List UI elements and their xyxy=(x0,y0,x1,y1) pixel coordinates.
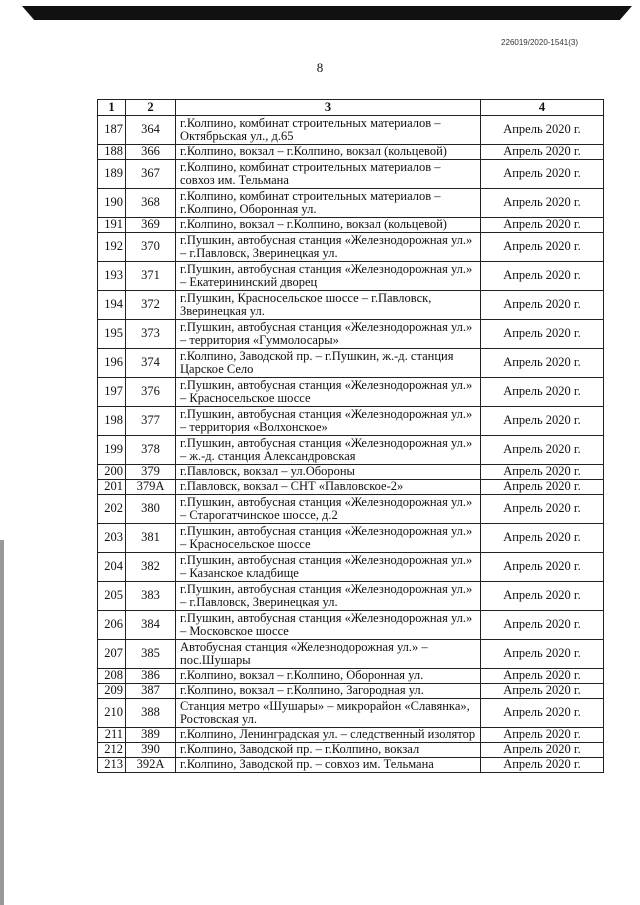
route-code: 383 xyxy=(126,582,176,611)
row-number: 200 xyxy=(98,465,126,480)
scan-left-edge xyxy=(0,540,4,905)
route-description: г.Колпино, комбинат строительных материалов – г.Колпино, Оборонная ул. xyxy=(176,189,481,218)
table-row xyxy=(98,291,604,320)
route-code: 367 xyxy=(126,160,176,189)
table-row xyxy=(98,669,604,684)
route-code: 382 xyxy=(126,553,176,582)
table-row xyxy=(98,524,604,553)
route-code: 378 xyxy=(126,436,176,465)
effective-date: Апрель 2020 г. xyxy=(481,349,604,378)
effective-date: Апрель 2020 г. xyxy=(481,480,604,495)
table-row xyxy=(98,378,604,407)
route-code: 374 xyxy=(126,349,176,378)
effective-date: Апрель 2020 г. xyxy=(481,758,604,773)
row-number: 189 xyxy=(98,160,126,189)
route-code: 373 xyxy=(126,320,176,349)
route-description: г.Пушкин, автобусная станция «Железнодорожная ул.» – территория «Волхонское» xyxy=(176,407,481,436)
scan-top-bar xyxy=(22,6,632,20)
table-row xyxy=(98,699,604,728)
column-header-4: 4 xyxy=(481,100,604,116)
table-row xyxy=(98,553,604,582)
row-number: 199 xyxy=(98,436,126,465)
route-description: г.Колпино, комбинат строительных материалов – совхоз им. Тельмана xyxy=(176,160,481,189)
row-number: 197 xyxy=(98,378,126,407)
row-number: 190 xyxy=(98,189,126,218)
route-description: г.Пушкин, автобусная станция «Железнодорожная ул.» – Екатерининский дворец xyxy=(176,262,481,291)
route-description: г.Павловск, вокзал – СНТ «Павловское-2» xyxy=(176,480,481,495)
table-row xyxy=(98,743,604,758)
table-row xyxy=(98,684,604,699)
route-code: 389 xyxy=(126,728,176,743)
row-number: 205 xyxy=(98,582,126,611)
effective-date: Апрель 2020 г. xyxy=(481,640,604,669)
row-number: 208 xyxy=(98,669,126,684)
table-row xyxy=(98,262,604,291)
row-number: 188 xyxy=(98,145,126,160)
table-row xyxy=(98,728,604,743)
route-description: г.Колпино, Заводской пр. – совхоз им. Тельмана xyxy=(176,758,481,773)
table-row xyxy=(98,465,604,480)
effective-date: Апрель 2020 г. xyxy=(481,189,604,218)
effective-date: Апрель 2020 г. xyxy=(481,436,604,465)
row-number: 207 xyxy=(98,640,126,669)
row-number: 209 xyxy=(98,684,126,699)
route-code: 379А xyxy=(126,480,176,495)
effective-date: Апрель 2020 г. xyxy=(481,291,604,320)
column-header-1: 1 xyxy=(98,100,126,116)
table-row xyxy=(98,407,604,436)
effective-date: Апрель 2020 г. xyxy=(481,495,604,524)
effective-date: Апрель 2020 г. xyxy=(481,320,604,349)
route-description: г.Пушкин, автобусная станция «Железнодорожная ул.» – Красносельское шоссе xyxy=(176,524,481,553)
route-description: г.Павловск, вокзал – ул.Обороны xyxy=(176,465,481,480)
row-number: 206 xyxy=(98,611,126,640)
route-code: 390 xyxy=(126,743,176,758)
route-description: Станция метро «Шушары» – микрорайон «Славянка», Ростовская ул. xyxy=(176,699,481,728)
table-row xyxy=(98,218,604,233)
route-description: г.Колпино, вокзал – г.Колпино, Оборонная ул. xyxy=(176,669,481,684)
route-description: г.Колпино, вокзал – г.Колпино, вокзал (кольцевой) xyxy=(176,145,481,160)
row-number: 211 xyxy=(98,728,126,743)
row-number: 196 xyxy=(98,349,126,378)
effective-date: Апрель 2020 г. xyxy=(481,378,604,407)
route-code: 392А xyxy=(126,758,176,773)
row-number: 203 xyxy=(98,524,126,553)
table-row xyxy=(98,233,604,262)
row-number: 204 xyxy=(98,553,126,582)
effective-date: Апрель 2020 г. xyxy=(481,262,604,291)
route-description: г.Колпино, вокзал – г.Колпино, Загородная ул. xyxy=(176,684,481,699)
table-row xyxy=(98,189,604,218)
column-header-3: 3 xyxy=(176,100,481,116)
table-row xyxy=(98,640,604,669)
row-number: 201 xyxy=(98,480,126,495)
effective-date: Апрель 2020 г. xyxy=(481,553,604,582)
effective-date: Апрель 2020 г. xyxy=(481,407,604,436)
route-description: г.Колпино, Ленинградская ул. – следственный изолятор xyxy=(176,728,481,743)
route-code: 387 xyxy=(126,684,176,699)
route-code: 369 xyxy=(126,218,176,233)
route-code: 371 xyxy=(126,262,176,291)
row-number: 191 xyxy=(98,218,126,233)
table-row xyxy=(98,145,604,160)
row-number: 213 xyxy=(98,758,126,773)
table-row xyxy=(98,480,604,495)
table-row xyxy=(98,160,604,189)
route-description: г.Пушкин, Красносельское шоссе – г.Павловск, Зверинецкая ул. xyxy=(176,291,481,320)
row-number: 192 xyxy=(98,233,126,262)
route-description: г.Пушкин, автобусная станция «Железнодорожная ул.» – г.Павловск, Зверинецкая ул. xyxy=(176,233,481,262)
route-code: 376 xyxy=(126,378,176,407)
effective-date: Апрель 2020 г. xyxy=(481,728,604,743)
table-row xyxy=(98,758,604,773)
route-code: 384 xyxy=(126,611,176,640)
effective-date: Апрель 2020 г. xyxy=(481,669,604,684)
table-row xyxy=(98,436,604,465)
table-row xyxy=(98,582,604,611)
table-row xyxy=(98,611,604,640)
effective-date: Апрель 2020 г. xyxy=(481,743,604,758)
route-code: 379 xyxy=(126,465,176,480)
route-code: 381 xyxy=(126,524,176,553)
effective-date: Апрель 2020 г. xyxy=(481,524,604,553)
table-row xyxy=(98,495,604,524)
route-description: г.Пушкин, автобусная станция «Железнодорожная ул.» – г.Павловск, Зверинецкая ул. xyxy=(176,582,481,611)
effective-date: Апрель 2020 г. xyxy=(481,465,604,480)
effective-date: Апрель 2020 г. xyxy=(481,611,604,640)
route-description: г.Пушкин, автобусная станция «Железнодорожная ул.» – Казанское кладбище xyxy=(176,553,481,582)
route-description: Автобусная станция «Железнодорожная ул.» – пос.Шушары xyxy=(176,640,481,669)
row-number: 212 xyxy=(98,743,126,758)
route-code: 370 xyxy=(126,233,176,262)
effective-date: Апрель 2020 г. xyxy=(481,699,604,728)
route-code: 368 xyxy=(126,189,176,218)
column-header-2: 2 xyxy=(126,100,176,116)
effective-date: Апрель 2020 г. xyxy=(481,233,604,262)
row-number: 195 xyxy=(98,320,126,349)
route-code: 364 xyxy=(126,116,176,145)
effective-date: Апрель 2020 г. xyxy=(481,582,604,611)
effective-date: Апрель 2020 г. xyxy=(481,684,604,699)
route-description: г.Колпино, Заводской пр. – г.Колпино, вокзал xyxy=(176,743,481,758)
page-number: 8 xyxy=(316,60,324,75)
route-description: г.Пушкин, автобусная станция «Железнодорожная ул.» – Московское шоссе xyxy=(176,611,481,640)
table-row xyxy=(98,349,604,378)
route-description: г.Колпино, комбинат строительных материалов – Октябрьская ул., д.65 xyxy=(176,116,481,145)
route-code: 366 xyxy=(126,145,176,160)
table-body xyxy=(98,116,604,773)
row-number: 198 xyxy=(98,407,126,436)
route-code: 388 xyxy=(126,699,176,728)
routes-table xyxy=(97,99,604,773)
route-code: 385 xyxy=(126,640,176,669)
row-number: 193 xyxy=(98,262,126,291)
route-description: г.Колпино, Заводской пр. – г.Пушкин, ж.-д. станция Царское Село xyxy=(176,349,481,378)
effective-date: Апрель 2020 г. xyxy=(481,116,604,145)
route-code: 380 xyxy=(126,495,176,524)
effective-date: Апрель 2020 г. xyxy=(481,218,604,233)
effective-date: Апрель 2020 г. xyxy=(481,145,604,160)
table-row xyxy=(98,320,604,349)
route-description: г.Колпино, вокзал – г.Колпино, вокзал (кольцевой) xyxy=(176,218,481,233)
route-code: 372 xyxy=(126,291,176,320)
route-description: г.Пушкин, автобусная станция «Железнодорожная ул.» – территория «Гуммолосары» xyxy=(176,320,481,349)
row-number: 202 xyxy=(98,495,126,524)
effective-date: Апрель 2020 г. xyxy=(481,160,604,189)
table-row xyxy=(98,116,604,145)
row-number: 187 xyxy=(98,116,126,145)
row-number: 194 xyxy=(98,291,126,320)
document-id: 226019/2020-1541(3) xyxy=(501,38,578,47)
route-description: г.Пушкин, автобусная станция «Железнодорожная ул.» – Старогатчинское шоссе, д.2 xyxy=(176,495,481,524)
route-description: г.Пушкин, автобусная станция «Железнодорожная ул.» – ж.-д. станция Александровская xyxy=(176,436,481,465)
route-description: г.Пушкин, автобусная станция «Железнодорожная ул.» – Красносельское шоссе xyxy=(176,378,481,407)
row-number: 210 xyxy=(98,699,126,728)
table-header-row xyxy=(98,100,604,116)
route-code: 377 xyxy=(126,407,176,436)
route-code: 386 xyxy=(126,669,176,684)
